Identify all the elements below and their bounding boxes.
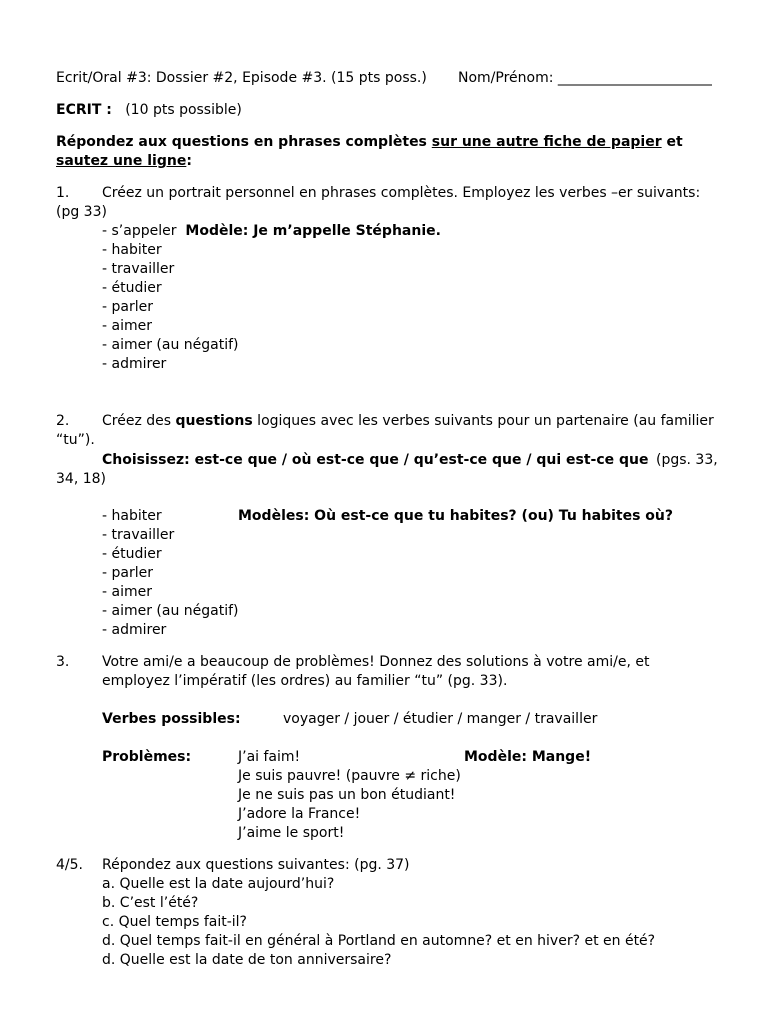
q3-verbs-label: Verbes possibles:	[102, 711, 241, 727]
q1-verb: - aimer	[102, 318, 152, 334]
q45-item: c. Quel temps fait-il?	[102, 914, 247, 930]
q2-text-b: logiques avec les verbes suivants pour un partenaire (au familier	[252, 413, 714, 429]
q3-text-2: employez l’impératif (les ordres) au familier “tu” (pg. 33).	[102, 673, 508, 689]
q3-problem: J’ai faim!	[238, 749, 301, 765]
name-field-label: Nom/Prénom: ______________________	[458, 70, 712, 86]
q45-item: d. Quelle est la date de ton anniversaire?	[102, 952, 392, 968]
q1-first-verb: - s’appeler	[102, 223, 177, 239]
q2-verb: - parler	[102, 565, 153, 581]
q45-text: Répondez aux questions suivantes: (pg. 37)	[102, 857, 410, 873]
q45-item: b. C’est l’été?	[102, 895, 199, 911]
q3-problem: Je suis pauvre! (pauvre ≠ riche)	[238, 768, 461, 784]
q3-text-1: Votre ami/e a beaucoup de problèmes! Donnez des solutions à votre ami/e, et	[102, 654, 650, 670]
q1-text-cont: (pg 33)	[56, 204, 107, 220]
q3-problem: Je ne suis pas un bon étudiant!	[238, 787, 456, 803]
q2-pages-cont: 34, 18)	[56, 471, 106, 487]
q2-number: 2.	[56, 413, 70, 429]
q2-text-bold: questions	[175, 413, 253, 429]
instructions-colon: :	[186, 153, 192, 169]
q1-model: Modèle: Je m’appelle Stéphanie.	[185, 223, 441, 239]
q2-model: Modèles: Où est-ce que tu habites? (ou) Tu habites où?	[238, 508, 673, 524]
instructions-line-1	[56, 133, 683, 152]
q2-text	[102, 412, 714, 431]
q2-text-a: Créez des	[102, 413, 176, 429]
instructions-underline-2: sautez une ligne	[56, 153, 187, 169]
q2-verb: - aimer (au négatif)	[102, 603, 239, 619]
q2-choose: Choisissez: est-ce que / où est-ce que / qu’est-ce que / qui est-ce que	[102, 452, 649, 468]
q2-verb: - aimer	[102, 584, 152, 600]
instructions-line-2	[56, 152, 192, 171]
q1-verb: - admirer	[102, 356, 167, 372]
q45-item: a. Quelle est la date aujourd’hui?	[102, 876, 335, 892]
q1-verb: - travailler	[102, 261, 175, 277]
q1-text: Créez un portrait personnel en phrases complètes. Employez les verbes –er suivants:	[102, 185, 701, 201]
instructions-underline-1: sur une autre fiche de papier	[431, 134, 662, 150]
worksheet-title: Ecrit/Oral #3: Dossier #2, Episode #3. (15 pts poss.)	[56, 70, 427, 86]
instructions-text-2: et	[661, 134, 683, 150]
q3-verbs-list: voyager / jouer / étudier / manger / travailler	[283, 711, 598, 727]
q1-number: 1.	[56, 185, 70, 201]
q3-number: 3.	[56, 654, 70, 670]
ecrit-points: (10 pts possible)	[125, 102, 242, 118]
q1-verb: - habiter	[102, 242, 162, 258]
q1-first-verb-line	[102, 222, 441, 241]
q2-pages: (pgs. 33,	[656, 452, 718, 468]
q2-verb: - étudier	[102, 546, 162, 562]
q2-verb: - habiter	[102, 508, 162, 524]
q3-model: Modèle: Mange!	[464, 749, 592, 765]
ecrit-label: ECRIT :	[56, 102, 112, 118]
q45-number: 4/5.	[56, 857, 83, 873]
q1-verb: - aimer (au négatif)	[102, 337, 239, 353]
instructions-text-1: Répondez aux questions en phrases complètes	[56, 134, 432, 150]
q45-item: d. Quel temps fait-il en général à Portland en automne? et en hiver? et en été?	[102, 933, 656, 949]
q3-problem: J’adore la France!	[238, 806, 361, 822]
q1-verb: - étudier	[102, 280, 162, 296]
q3-problem: J’aime le sport!	[238, 825, 345, 841]
q2-verb: - admirer	[102, 622, 167, 638]
ecrit-heading	[56, 101, 242, 120]
q2-text-cont: “tu”).	[56, 432, 95, 448]
q2-verb: - travailler	[102, 527, 175, 543]
q1-verb: - parler	[102, 299, 153, 315]
q3-problems-label: Problèmes:	[102, 749, 192, 765]
